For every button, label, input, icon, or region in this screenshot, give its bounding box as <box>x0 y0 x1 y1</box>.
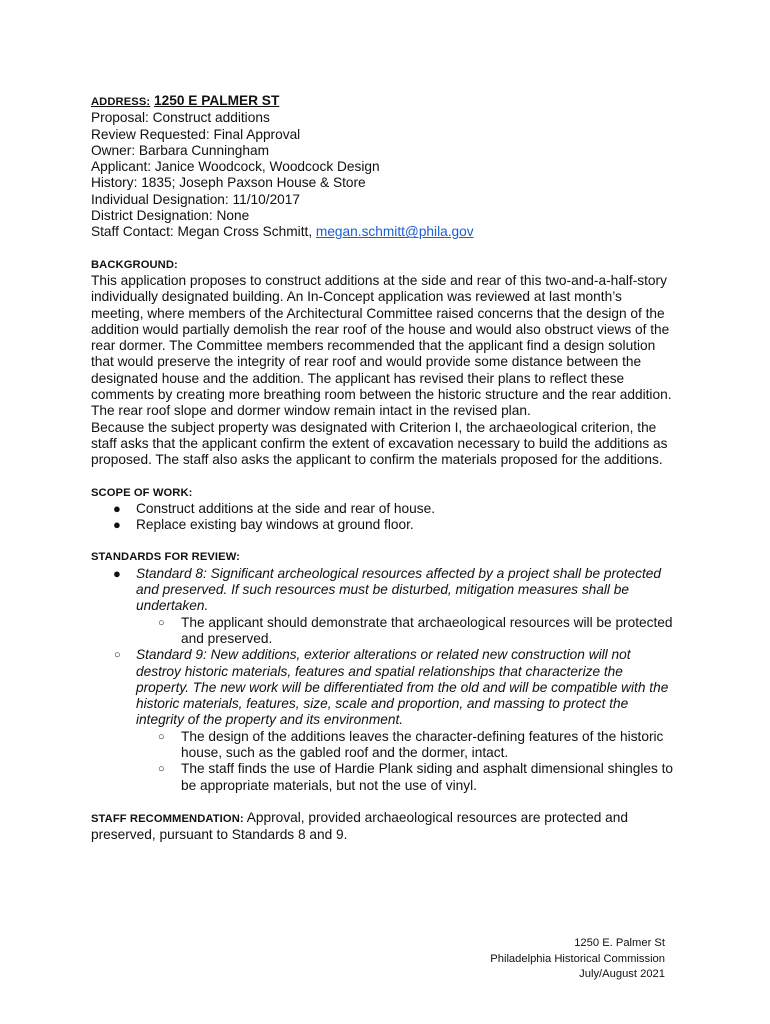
background-line: individually designated building. An In-Concept application was reviewed at last month’s <box>91 289 622 305</box>
scope-item-text: Construct additions at the side and rear of house. <box>136 500 436 516</box>
scope-item <box>91 517 691 533</box>
scope-list <box>91 501 691 534</box>
scope-item-text: Replace existing bay windows at ground floor. <box>136 517 414 533</box>
background-line: This application proposes to construct additions at the side and rear of this two-and-a-half-story <box>91 272 667 288</box>
background-line: meeting, where members of the Architectural Committee raised concerns that the design of the <box>91 305 665 321</box>
owner-line: Owner: Barbara Cunningham <box>91 142 270 158</box>
standard-9-item <box>91 647 691 794</box>
document-body <box>91 93 691 843</box>
background-line: staff asks that the applicant confirm the extent of excavation necessary to build the additions as <box>91 435 668 451</box>
scope-section <box>91 485 691 534</box>
address-label: ADDRESS: <box>91 96 151 108</box>
background-line: The rear roof slope and dormer window remain intact in the revised plan. <box>91 403 531 419</box>
std8-line: undertaken. <box>136 598 209 614</box>
recommendation-line-2: preserved, pursuant to Standards 8 and 9. <box>91 827 348 843</box>
scope-item <box>91 501 691 517</box>
applicant-line: Applicant: Janice Woodcock, Woodcock Design <box>91 159 380 175</box>
std9-line: property. The new work will be differentiated from the old and will be compatible with the <box>136 679 669 695</box>
circle-bullet-icon: ○ <box>114 649 121 662</box>
staff-email-link[interactable]: megan.schmitt@phila.gov <box>315 224 474 240</box>
recommendation-section <box>91 810 691 844</box>
std9-line: Standard 9: New additions, exterior alterations or related new construction will not <box>136 647 631 663</box>
standard-8-item <box>91 566 691 647</box>
background-line: addition would partially demolish the rear roof of the house and would also obstruct views of the <box>91 321 670 337</box>
background-text <box>91 273 691 469</box>
page-footer <box>490 936 665 983</box>
standard-note-line: The staff finds the use of Hardie Plank siding and asphalt dimensional shingles to <box>181 761 674 777</box>
footer-address: 1250 E. Palmer St <box>574 937 665 949</box>
background-heading: BACKGROUND: <box>91 258 178 271</box>
background-line: rear dormer. The Committee members recommended that the applicant find a design solution <box>91 338 656 354</box>
std8-line: Standard 8: Significant archeological resources affected by a project shall be protected <box>136 565 661 581</box>
bullet-icon: ● <box>113 565 121 581</box>
history-line: History: 1835; Joseph Paxson House & Store <box>91 175 366 191</box>
std8-line: and preserved. If such resources must be disturbed, mitigation measures shall be <box>136 582 629 598</box>
address-value: 1250 E PALMER ST <box>154 93 280 108</box>
district-designation-line: District Designation: None <box>91 208 250 224</box>
standard-9-text <box>136 647 691 728</box>
proposal-line: Proposal: Construct additions <box>91 110 270 126</box>
address-line <box>91 93 691 110</box>
standard-note <box>136 729 691 762</box>
recommendation-heading: STAFF RECOMMENDATION: <box>91 812 244 825</box>
background-line: comments by creating more breathing room between the historic structure and the rear addition. <box>91 387 672 403</box>
standard-9-notes <box>136 729 691 794</box>
standards-section <box>91 549 691 793</box>
recommendation-text-1: Approval, provided archaeological resources are protected and <box>243 809 628 825</box>
scope-heading: SCOPE OF WORK: <box>91 486 193 499</box>
individual-designation-line: Individual Designation: 11/10/2017 <box>91 191 301 207</box>
standard-8-text <box>136 566 691 615</box>
std9-line: destroy historic materials, features and spatial relationships that characterize the <box>136 663 623 679</box>
standard-note-line: The applicant should demonstrate that archaeological resources will be protected <box>181 614 673 630</box>
circle-bullet-icon: ○ <box>158 730 165 743</box>
footer-commission: Philadelphia Historical Commission <box>490 952 665 965</box>
standard-note-line: house, such as the gabled roof and the dormer, intact. <box>181 744 509 760</box>
background-line: that would preserve the integrity of rear roof and would provide some distance between the <box>91 354 642 370</box>
standard-note <box>136 761 691 794</box>
standards-heading: STANDARDS FOR REVIEW: <box>91 551 240 564</box>
circle-bullet-icon: ○ <box>158 616 165 629</box>
standard-note-line: and preserved. <box>181 630 273 646</box>
review-line: Review Requested: Final Approval <box>91 126 301 142</box>
header-block <box>91 93 691 241</box>
standard-note-line: be appropriate materials, but not the use of vinyl. <box>181 777 477 793</box>
standard-note-line: The design of the additions leaves the character-defining features of the historic <box>181 728 664 744</box>
background-section <box>91 257 691 469</box>
staff-contact-line <box>91 224 691 240</box>
standards-list <box>91 566 691 794</box>
standard-note <box>136 615 691 648</box>
bullet-icon: ● <box>113 517 121 533</box>
background-line: proposed. The staff also asks the applicant to confirm the materials proposed for the additions. <box>91 452 663 468</box>
background-line: designated house and the addition. The applicant has revised their plans to reflect these <box>91 370 625 386</box>
footer-date: July/August 2021 <box>579 968 665 980</box>
bullet-icon: ● <box>113 500 121 516</box>
standard-8-notes <box>136 615 691 648</box>
staff-contact-text: Staff Contact: Megan Cross Schmitt, <box>91 224 316 240</box>
std9-line: historic materials, features, size, scale and proportion, and massing to protect the <box>136 696 629 712</box>
circle-bullet-icon: ○ <box>158 763 165 776</box>
std9-line: integrity of the property and its environment. <box>136 712 404 728</box>
recommendation-line-1 <box>91 810 691 827</box>
background-line: Because the subject property was designated with Criterion I, the archaeological criterion, the <box>91 419 657 435</box>
